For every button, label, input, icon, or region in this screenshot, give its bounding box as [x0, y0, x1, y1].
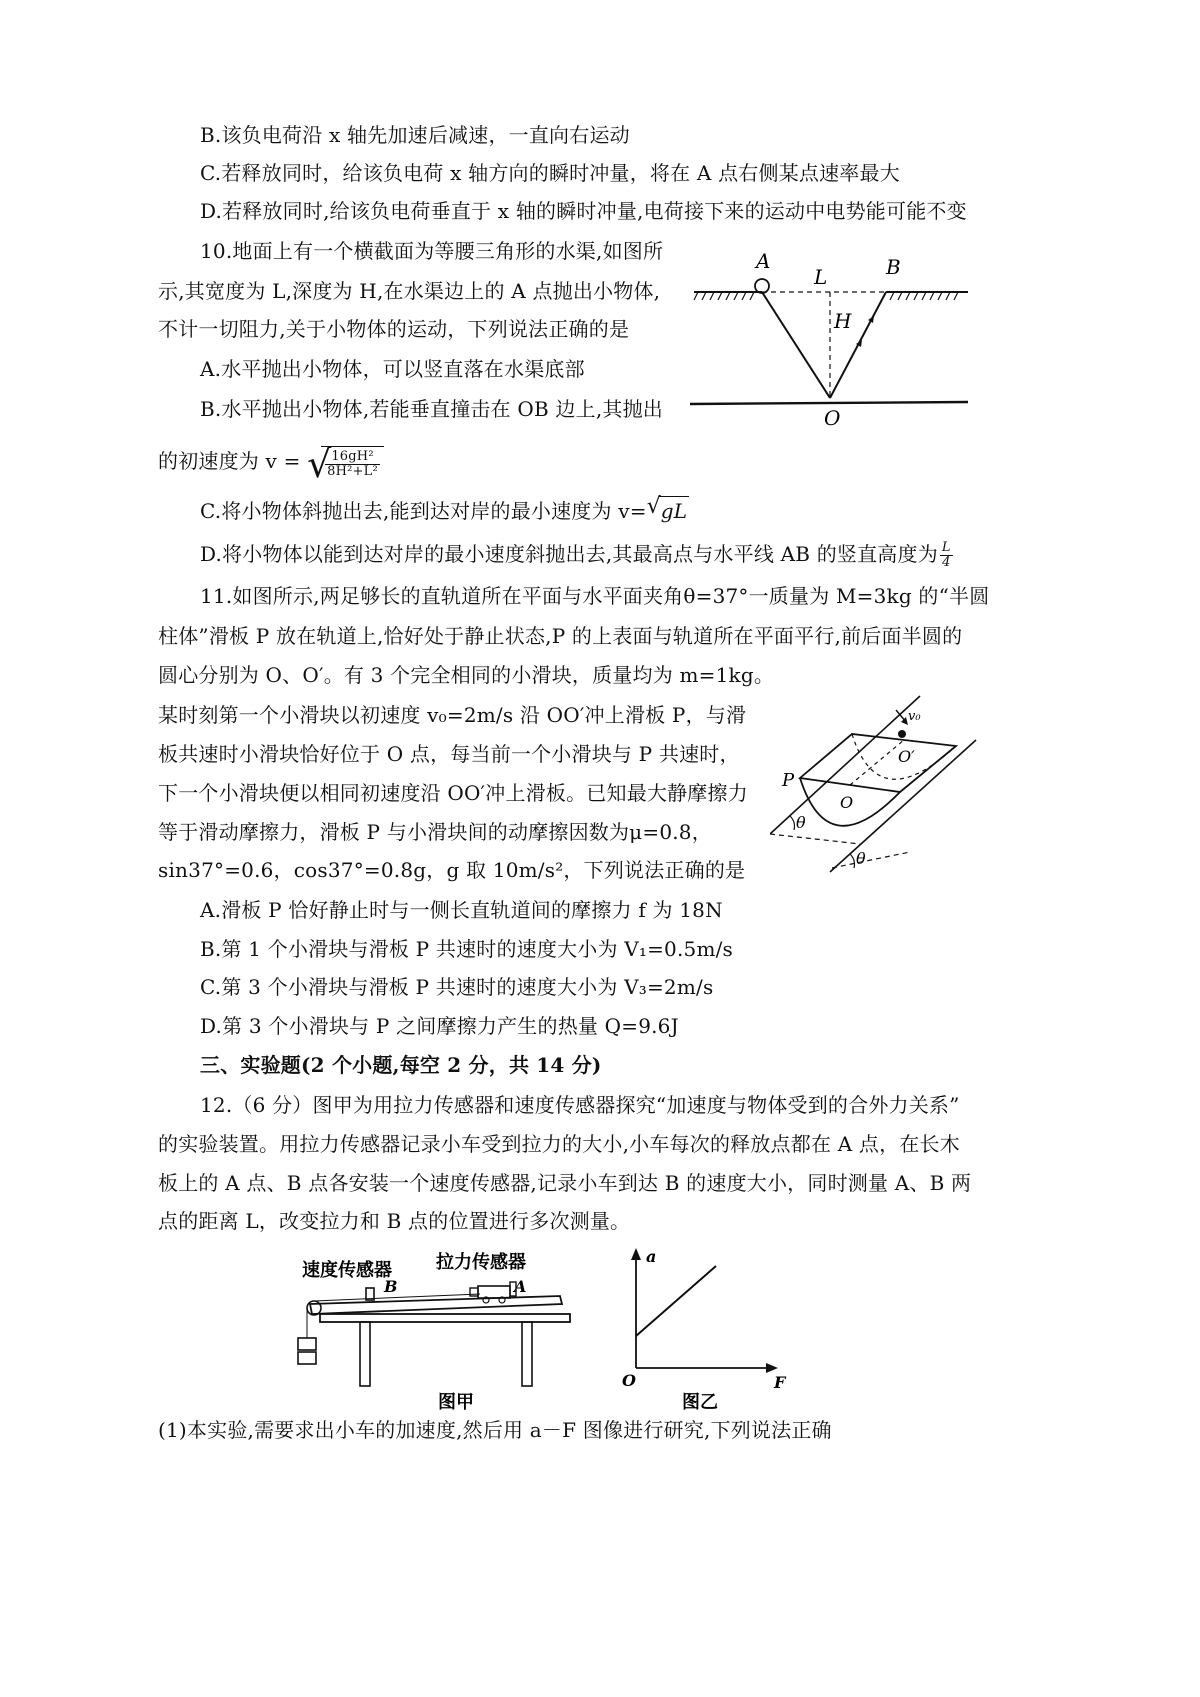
q10-option-d — [200, 540, 955, 570]
label-o: O — [824, 406, 841, 430]
q10-option-b-formula: √ $\frac{\text{16gH²}}{\text{8H²+L²}}$ — [307, 446, 384, 479]
q11-stem-line-3: 圆心分别为 O、O′。有 3 个完全相同的小滑块，质量均为 m=1kg。 — [158, 663, 775, 687]
cart — [478, 1286, 510, 1298]
label-h: H — [834, 309, 852, 333]
q10-option-b-line-2 — [158, 442, 384, 486]
label-theta-left: θ — [796, 813, 806, 832]
label-l: L — [814, 265, 828, 289]
q10-option-c — [200, 496, 689, 525]
q12-sub-question-1: (1)本实验,需要求出小车的加速度,然后用 a－F 图像进行研究,下列说法正确 — [158, 1418, 832, 1442]
horizontal-ref-left — [770, 834, 860, 844]
q10-stem-line-1: 10.地面上有一个横截面为等腰三角形的水渠,如图所 — [200, 239, 664, 263]
q10-option-b-numerator: 16gH² — [325, 450, 380, 465]
q12-stem-line-3: 板上的 A 点、B 点各安装一个速度传感器,记录小车到达 B 的速度大小，同时测量 A、B 两 — [158, 1171, 972, 1195]
q10-option-d-prefix: D.将小物体以能到达对岸的最小速度斜抛出去,其最高点与水平线 AB 的竖直高度为 — [200, 542, 938, 566]
a-axis-arrowhead — [631, 1248, 641, 1260]
label-o-prime: O′ — [898, 747, 915, 766]
q12-af-graph — [620, 1246, 790, 1418]
q12-stem-line-2: 的实验装置。用拉力传感器记录小车受到拉力的大小,小车每次的释放点都在 A 点，在长木 — [158, 1132, 960, 1156]
table-leg-2 — [522, 1322, 532, 1386]
q11-option-c: C.第 3 个小滑块与滑板 P 共速时的速度大小为 V₃=2m/s — [200, 975, 714, 999]
q9-option-d: D.若释放同时,给该负电荷垂直于 x 轴的瞬时冲量,电荷接下来的运动中电势能可能不变 — [200, 199, 967, 223]
speed-sensor-label: 速度传感器 — [302, 1260, 392, 1281]
label-o: O — [840, 793, 854, 812]
q11-slide-board-diagram — [770, 690, 980, 876]
q10-stem-line-3: 不计一切阻力,关于小物体的运动，下列说法正确的是 — [158, 317, 630, 341]
origin-label: O — [622, 1371, 636, 1390]
q11-option-b: B.第 1 个小滑块与滑板 P 共速时的速度大小为 V₁=0.5m/s — [200, 937, 734, 961]
q11-stem-line-8: sin37°=0.6，cos37°=0.8g，g 取 10m/s²，下列说法正确的是 — [158, 858, 746, 882]
q10-option-d-numerator: L — [941, 540, 951, 555]
q9-option-c: C.若释放同时，给该负电荷 x 轴方向的瞬时冲量，将在 A 点右侧某点速率最大 — [200, 161, 900, 185]
bottom-ground-line — [690, 402, 968, 404]
q10-option-c-formula: √ gL — [646, 494, 688, 523]
label-theta-right: θ — [856, 849, 866, 868]
ground-right-hatch — [890, 292, 958, 300]
q10-option-b-denominator: 8H²+L² — [327, 464, 378, 479]
q11-stem-line-2: 柱体”滑板 P 放在轨道上,恰好处于静止状态,P 的上表面与轨道所在平面平行,前后面半圆的 — [158, 624, 963, 648]
oo-axis-line — [850, 740, 904, 785]
q11-stem-line-4: 某时刻第一个小滑块以初速度 v₀=2m/s 沿 OO′冲上滑板 P，与滑 — [158, 703, 747, 727]
figure-caption-jia: 图甲 — [438, 1392, 474, 1413]
label-b: B — [384, 1277, 398, 1296]
a-f-line — [636, 1266, 716, 1336]
q12-apparatus-figure — [290, 1248, 590, 1418]
q10-option-b-line-1: B.水平抛出小物体,若能垂直撞击在 OB 边上,其抛出 — [200, 397, 663, 421]
ball-at-a — [755, 279, 769, 293]
label-b: B — [886, 255, 901, 279]
q10-option-d-fraction — [940, 541, 953, 570]
q10-option-c-radicand: gL — [659, 496, 689, 525]
q11-option-d: D.第 3 个小滑块与 P 之间摩擦力产生的热量 Q=9.6J — [200, 1014, 679, 1038]
force-sensor-label: 拉力传感器 — [436, 1252, 526, 1273]
long-board — [310, 1296, 562, 1314]
q12-stem-line-4: 点的距离 L，改变拉力和 B 点的位置进行多次测量。 — [158, 1209, 631, 1233]
figure-caption-yi: 图乙 — [682, 1392, 718, 1413]
ground-left-hatch — [694, 292, 754, 300]
hanging-weight-1 — [298, 1338, 316, 1350]
label-a: A — [756, 249, 771, 273]
q10-channel-diagram — [690, 248, 990, 438]
theta-arc-right — [850, 854, 855, 868]
label-v0: v₀ — [908, 709, 921, 724]
hanging-weight-2 — [298, 1352, 316, 1364]
q11-stem-line-5: 板共速时小滑块恰好位于 O 点，每当前一个小滑块与 P 共速时， — [158, 742, 740, 766]
q11-stem-line-7: 等于滑动摩擦力，滑板 P 与小滑块间的动摩擦因数为μ=0.8， — [158, 820, 712, 844]
q10-stem-line-2: 示,其宽度为 L,深度为 H,在水渠边上的 A 点抛出小物体, — [158, 279, 661, 303]
q11-stem-line-1: 11.如图所示,两足够长的直轨道所在平面与水平面夹角θ=37°一质量为 M=3kg 的“半圆 — [200, 584, 990, 608]
q10-option-c-prefix: C.将小物体斜抛出去,能到达对岸的最小速度为 v= — [200, 499, 647, 523]
section-3-heading: 三、实验题(2 个小题,每空 2 分，共 14 分) — [200, 1053, 602, 1077]
f-axis-arrowhead — [766, 1363, 778, 1373]
q9-option-b: B.该负电荷沿 x 轴先加速后减速，一直向右运动 — [200, 123, 630, 147]
label-p: P — [782, 770, 795, 791]
q11-option-a: A.滑板 P 恰好静止时与一侧长直轨道间的摩擦力 f 为 18N — [200, 898, 723, 922]
q10-option-a: A.水平抛出小物体，可以竖直落在水渠底部 — [200, 357, 585, 381]
label-a: A — [514, 1277, 527, 1296]
q12-stem-line-1: 12.（6 分）图甲为用拉力传感器和速度传感器探究“加速度与物体受到的合外力关系” — [200, 1093, 960, 1117]
board-top-face — [800, 734, 956, 792]
channel-side-ao — [762, 292, 830, 398]
q10-option-b-prefix: 的初速度为 v = — [158, 449, 301, 473]
table-top — [320, 1314, 570, 1322]
a-axis-label: a — [646, 1247, 657, 1266]
small-slider-block — [898, 730, 906, 738]
theta-arc-left — [790, 816, 795, 830]
f-axis-label: F — [774, 1373, 786, 1392]
q11-stem-line-6: 下一个小滑块便以相同初速度沿 OO′冲上滑板。已知最大静摩擦力 — [158, 781, 748, 805]
q10-option-d-denominator: 4 — [942, 555, 951, 570]
table-leg-1 — [360, 1322, 370, 1386]
